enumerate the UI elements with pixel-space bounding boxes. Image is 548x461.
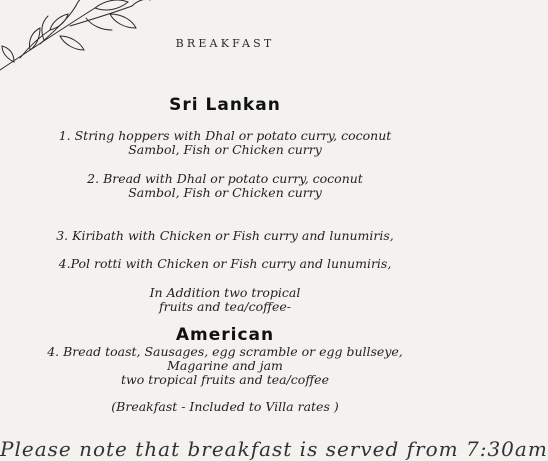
menu-item-string-hoppers bbox=[0, 129, 450, 157]
menu-addition-note bbox=[0, 286, 450, 314]
menu-item-bread bbox=[0, 172, 450, 200]
menu-item-line: 1. String hoppers with Dhal or potato curry, coconut bbox=[58, 128, 392, 143]
section-title-american: American bbox=[175, 325, 275, 345]
menu-item-line: Sambol, Fish or Chicken curry bbox=[128, 142, 322, 157]
menu-item-line: 4.Pol rotti with Chicken or Fish curry and lunumiris, bbox=[58, 256, 392, 271]
footer-script-text: Please note that breakfast is served from 7:30am bbox=[0, 437, 548, 461]
menu-item-line: 3. Kiribath with Chicken or Fish curry and lunumiris, bbox=[56, 228, 394, 243]
menu-item-kiribath bbox=[0, 229, 450, 243]
menu-item-american-breakfast bbox=[0, 345, 450, 387]
menu-item-line: In Addition two tropical bbox=[149, 285, 301, 300]
menu-item-line: 4. Bread toast, Sausages, egg scramble or egg bullseye, bbox=[47, 344, 403, 359]
menu-item-line: Magarine and jam bbox=[167, 358, 283, 373]
menu-item-pol-rotti bbox=[0, 257, 450, 271]
menu-item-line: (Breakfast - Included to Villa rates ) bbox=[111, 399, 339, 414]
menu-heading: BREAKFAST bbox=[175, 37, 275, 50]
menu-item-line: Sambol, Fish or Chicken curry bbox=[128, 185, 322, 200]
menu-item-line: two tropical fruits and tea/coffee bbox=[121, 372, 329, 387]
villa-rates-note bbox=[0, 400, 450, 414]
section-title-sri-lankan: Sri Lankan bbox=[169, 95, 281, 115]
menu-item-line: fruits and tea/coffee- bbox=[158, 299, 292, 314]
menu-item-line: 2. Bread with Dhal or potato curry, coconut bbox=[87, 171, 363, 186]
leaf-branch-icon bbox=[0, 0, 150, 72]
